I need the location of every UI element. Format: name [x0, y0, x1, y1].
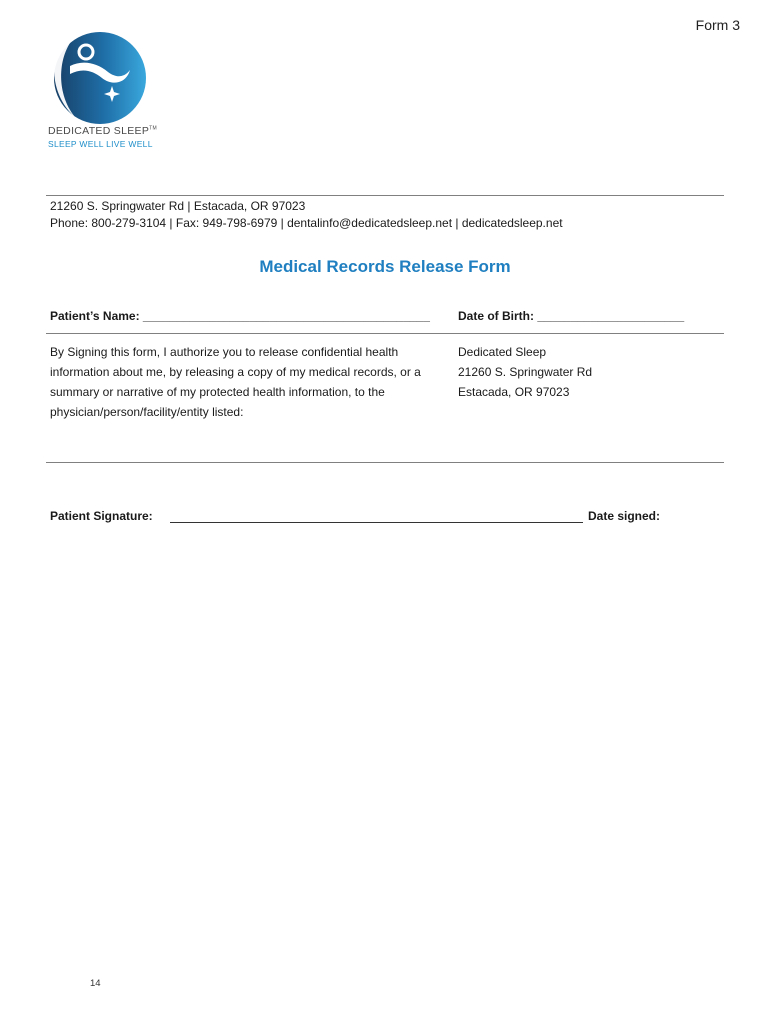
dedicated-sleep-logo-icon: [46, 26, 150, 126]
recipient-divider: [46, 462, 724, 463]
patient-signature-label: Patient Signature:: [50, 509, 153, 523]
recipient-street: 21260 S. Springwater Rd: [458, 365, 593, 379]
address-line: 21260 S. Springwater Rd | Estacada, OR 97023: [50, 199, 306, 213]
authorization-line: By Signing this form, I authorize you to release confidential health: [50, 345, 399, 359]
page-number: 14: [90, 978, 101, 989]
logo-brand-text: DEDICATED SLEEP™: [48, 125, 157, 137]
fields-divider: [46, 333, 724, 334]
authorization-text: [50, 342, 450, 422]
header-divider: [46, 195, 724, 196]
form-title: Medical Records Release Form: [259, 257, 511, 276]
date-signed-label: Date signed:: [588, 509, 661, 523]
recipient-city: Estacada, OR 97023: [458, 385, 570, 399]
authorization-line: summary or narrative of my protected health information, to the: [50, 385, 385, 399]
patient-signature-line[interactable]: [170, 522, 583, 523]
logo-tagline: SLEEP WELL LIVE WELL: [48, 139, 153, 149]
authorization-line: physician/person/facility/entity listed:: [50, 405, 244, 419]
patient-name-field[interactable]: Patient’s Name: ___________________________________________: [50, 309, 430, 323]
contact-line: Phone: 800-279-3104 | Fax: 949-798-6979 | dentalinfo@dedicatedsleep.net | dedicatedsleep.net: [50, 216, 563, 230]
form-number: Form 3: [695, 17, 740, 33]
recipient-address: [458, 342, 592, 402]
date-of-birth-field[interactable]: Date of Birth: ______________________: [458, 309, 685, 323]
authorization-line: information about me, by releasing a copy of my medical records, or a: [50, 365, 421, 379]
recipient-name: Dedicated Sleep: [458, 345, 547, 359]
